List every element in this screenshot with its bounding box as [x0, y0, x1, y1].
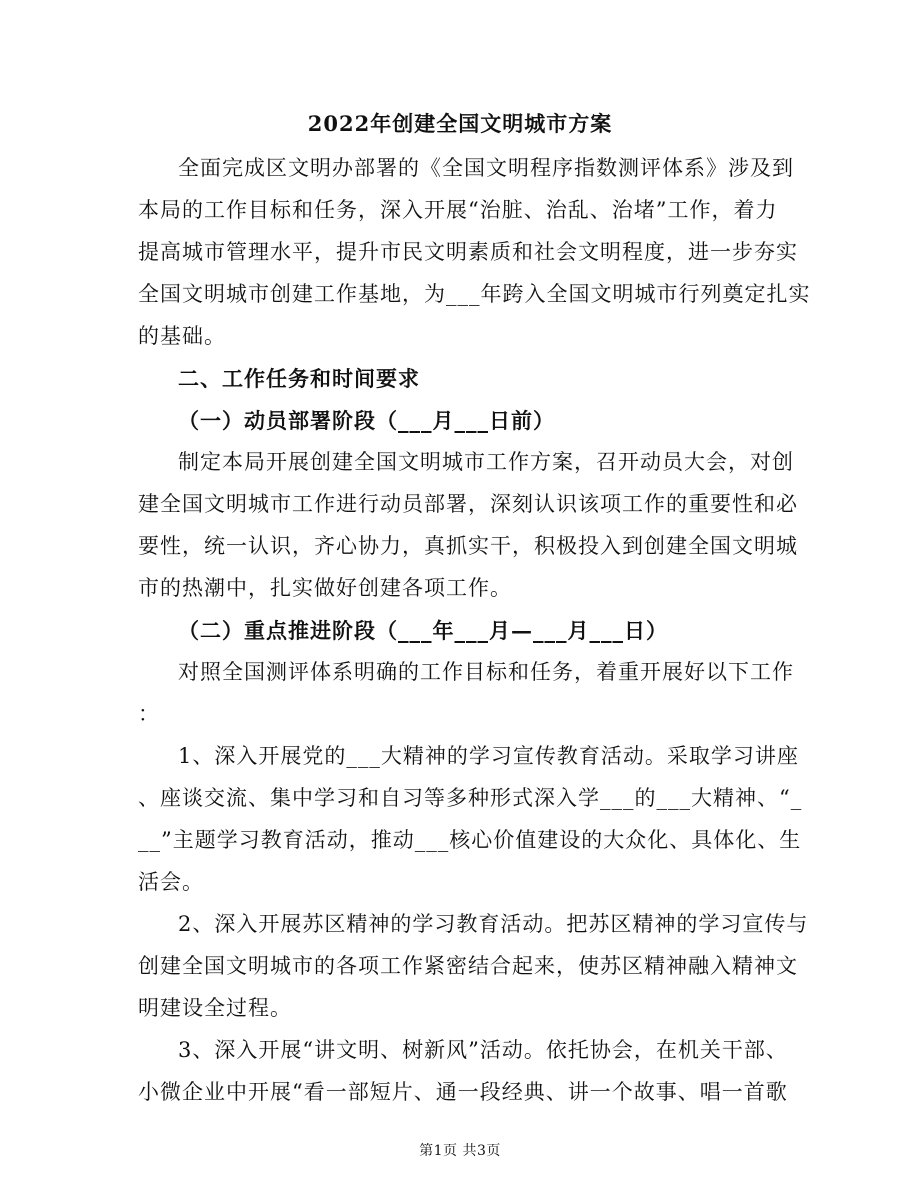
paragraph-6-line-1: 3、深入开展“讲文明、树新风”活动。依托协会，在机关干部、	[178, 1038, 788, 1062]
paragraph-3-line-2: ：	[138, 702, 160, 726]
paragraph-2-line-2: 建全国文明城市工作进行动员部署，深刻认识该项工作的重要性和必	[138, 492, 798, 516]
paragraph-2-line-1: 制定本局开展创建全国文明城市工作方案，召开动员大会，对创	[178, 450, 794, 474]
page-footer: 第1页 共3页	[419, 1143, 501, 1159]
paragraph-1-line-5: 的基础。	[138, 324, 226, 348]
paragraph-6-line-2: 小微企业中开展“看一部短片、通一段经典、讲一个故事、唱一首歌	[138, 1080, 788, 1104]
paragraph-4-line-2: 、座谈交流、集中学习和自习等多种形式深入学___的___大精神、“_	[138, 786, 803, 810]
paragraph-1-line-4: 全国文明城市创建工作基地，为___年跨入全国文明城市行列奠定扎实	[138, 282, 811, 306]
paragraph-5-line-1: 2、深入开展苏区精神的学习教育活动。把苏区精神的学习宣传与	[178, 912, 809, 936]
subsection-heading-1: （一）动员部署阶段（___月___日前）	[178, 408, 555, 433]
paragraph-1-line-2: 本局的工作目标和任务，深入开展“治脏、治乱、治堵”工作，着力	[138, 198, 778, 222]
paragraph-4-line-4: 活会。	[138, 870, 204, 894]
paragraph-2-line-4: 市的热潮中，扎实做好创建各项工作。	[138, 576, 512, 600]
paragraph-2-line-3: 要性，统一认识，齐心协力，真抓实干，积极投入到创建全国文明城	[138, 534, 798, 558]
document-title: 2022年创建全国文明城市方案	[307, 111, 613, 136]
section-heading-2: 二、工作任务和时间要求	[178, 366, 420, 391]
paragraph-4-line-3: __”主题学习教育活动，推动___核心价值建设的大众化、具体化、生	[138, 828, 802, 852]
paragraph-1-line-3: 提高城市管理水平，提升市民文明素质和社会文明程度，进一步夯实	[138, 240, 798, 264]
paragraph-1-line-1: 全面完成区文明办部署的《全国文明程序指数测评体系》涉及到	[178, 156, 794, 180]
paragraph-4-line-1: 1、深入开展党的___大精神的学习宣传教育活动。采取学习讲座	[178, 744, 799, 768]
paragraph-3-line-1: 对照全国测评体系明确的工作目标和任务，着重开展好以下工作	[178, 660, 794, 684]
paragraph-5-line-2: 创建全国文明城市的各项工作紧密结合起来，使苏区精神融入精神文	[138, 954, 798, 978]
paragraph-5-line-3: 明建设全过程。	[138, 996, 292, 1020]
subsection-heading-2: （二）重点推进阶段（___年___月—___月___日）	[178, 618, 668, 643]
